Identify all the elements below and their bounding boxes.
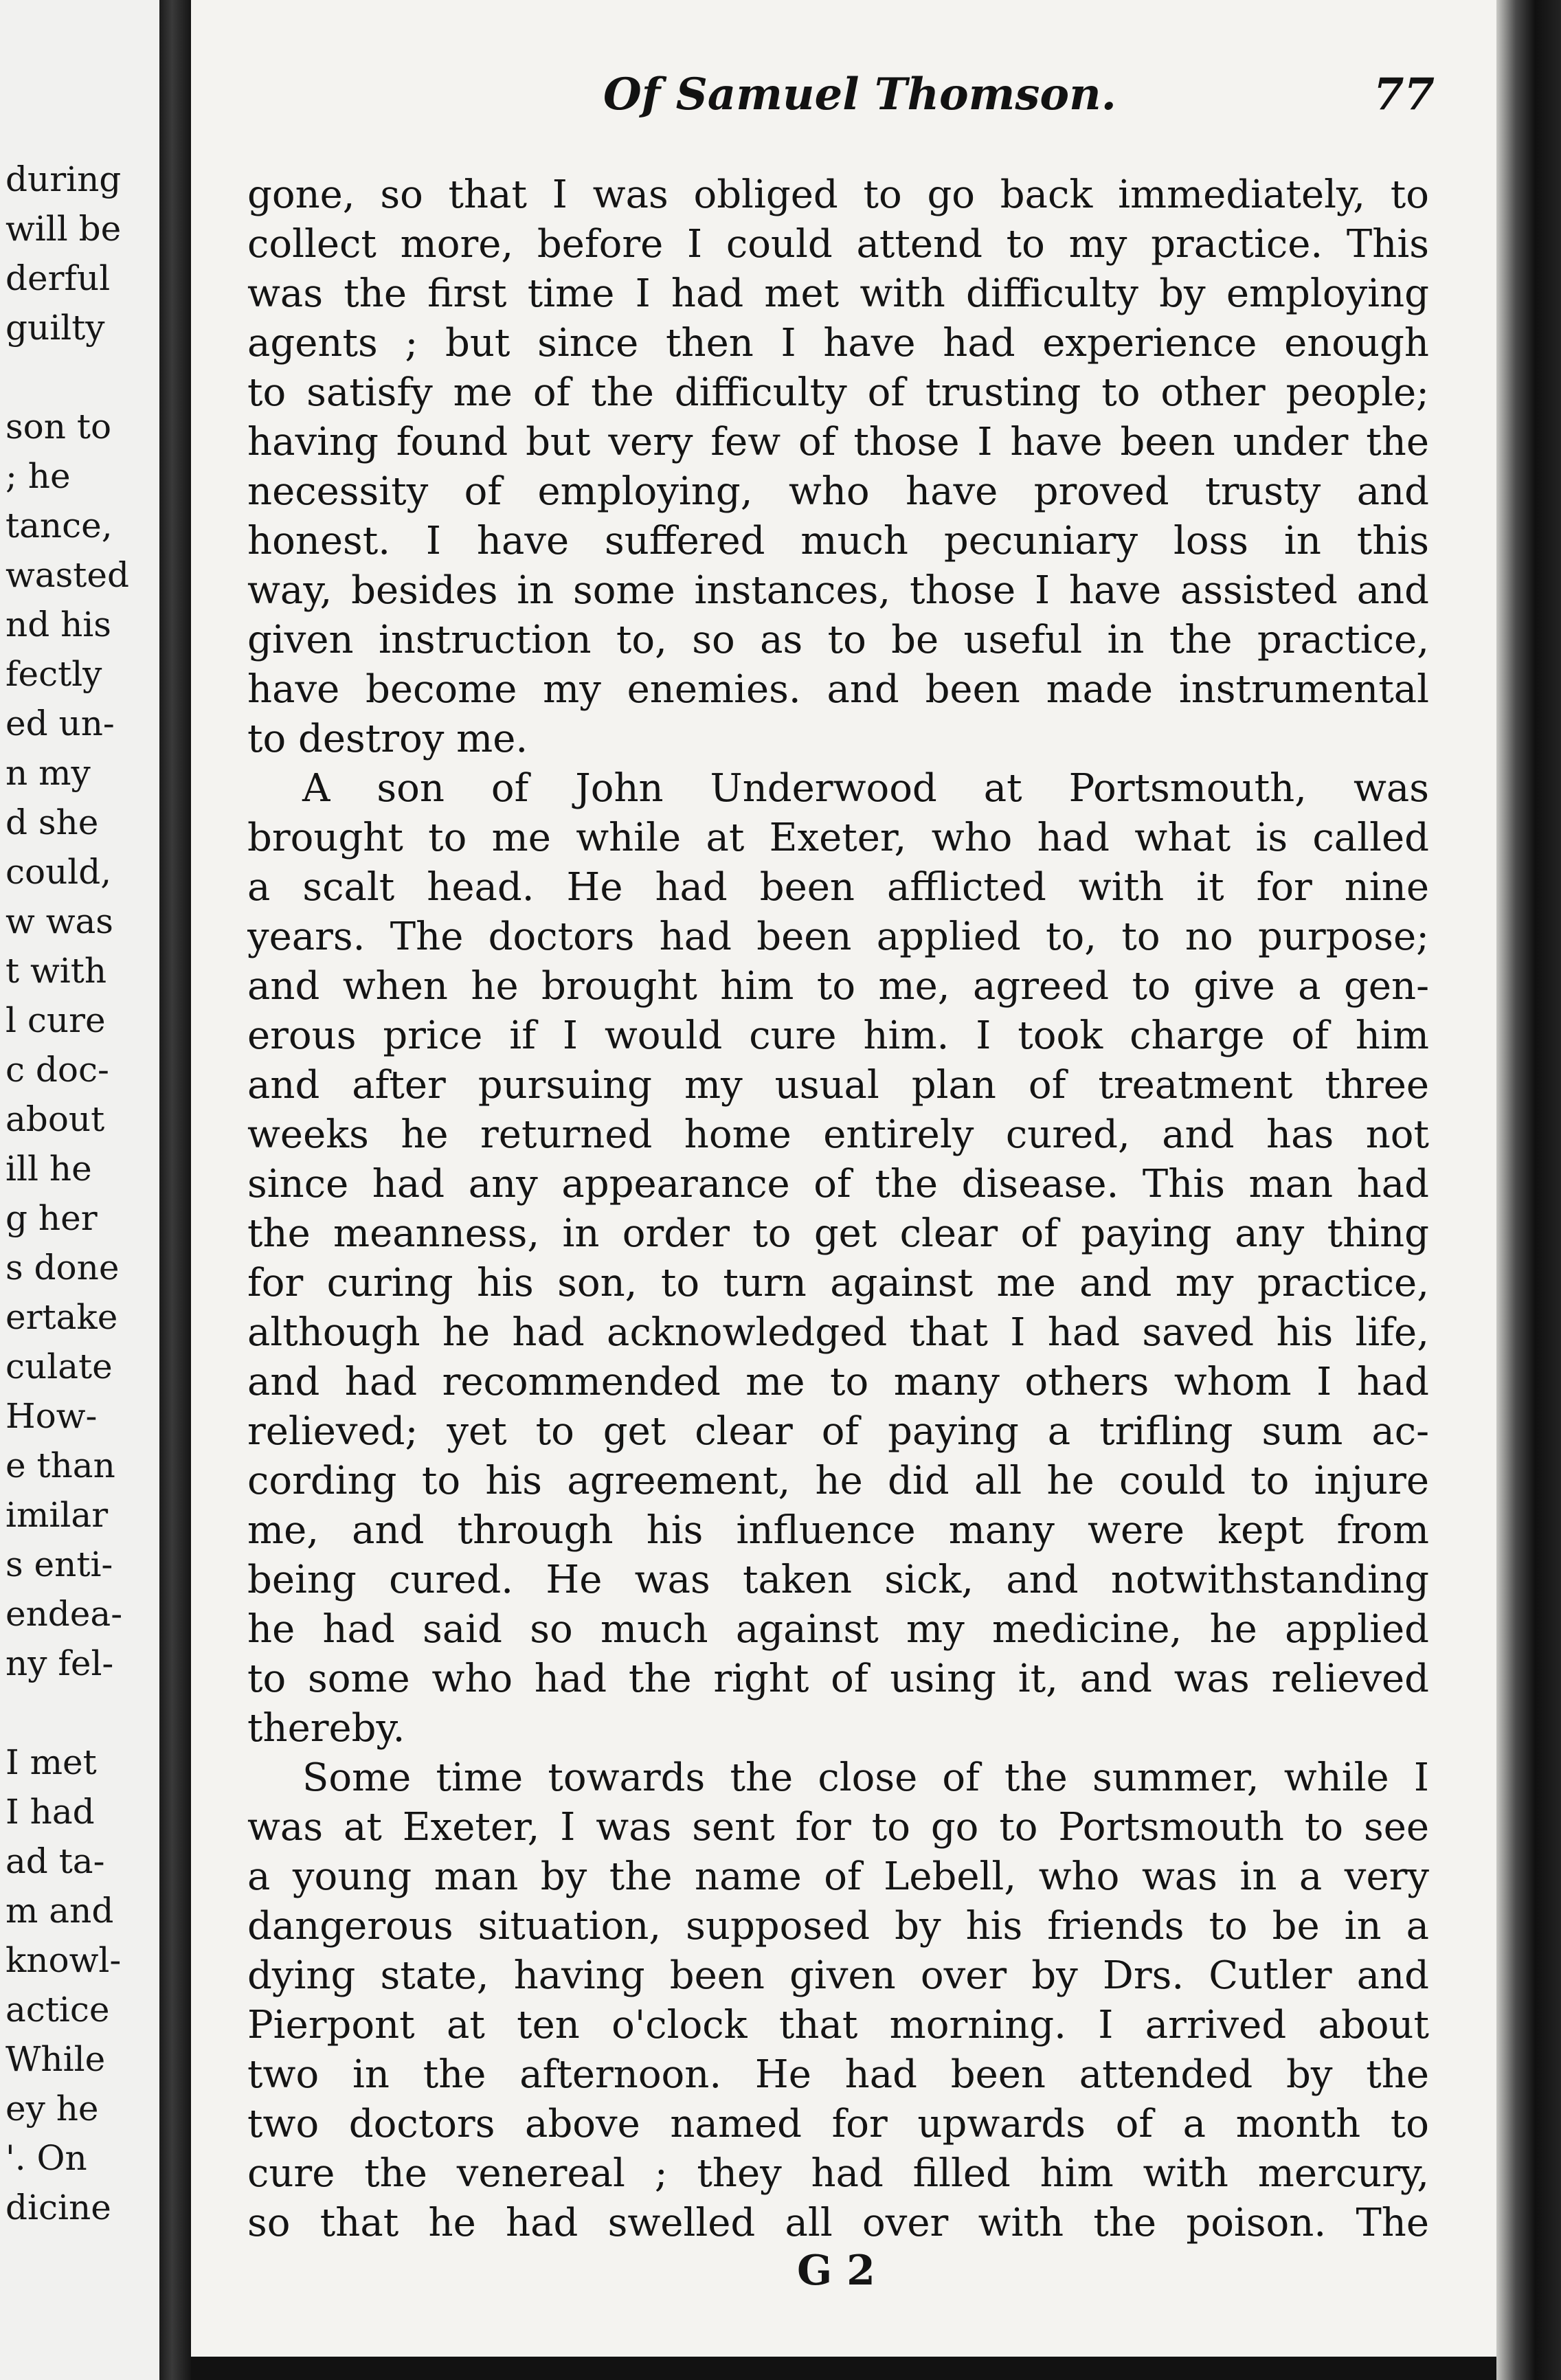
text-line: having found but very few of those I have been under the [247,420,1429,464]
facing-page-line: could, [5,852,112,892]
text-line: the meanness, in order to get clear of paying any thing [247,1211,1429,1256]
text-line: me, and through his influence many were kept from [247,1508,1429,1553]
text-line: given instruction to, so as to be useful in the practice, [247,618,1429,662]
text-line: to some who had the right of using it, and was relieved [247,1657,1429,1701]
facing-page-line: during [5,159,122,199]
text-line: agents ; but since then I have had experience enough [247,321,1429,366]
text-line: thereby. [247,1706,405,1751]
facing-page-line: w was [5,901,113,941]
facing-page-line: d she [5,802,99,842]
text-line: cure the venereal ; they had filled him with mercury, [247,2151,1429,2196]
text-line: brought to me while at Exeter, who had what is called [247,816,1429,860]
facing-page-line: I had [5,1792,95,1832]
page-bottom-edge [191,2357,1496,2380]
text-line: necessity of employing, who have proved trusty and [247,469,1429,514]
text-line: gone, so that I was obliged to go back immediately, to [247,172,1429,217]
facing-page-line: knowl- [5,1940,122,1980]
facing-page-line: wasted [5,555,129,595]
facing-page-line: How- [5,1396,98,1436]
text-line: years. The doctors had been applied to, to no purpose; [247,914,1429,959]
facing-page-line: guilty [5,308,105,348]
text-line: Pierpont at ten o'clock that morning. I arrived about [247,2003,1429,2047]
facing-page-line: imilar [5,1495,109,1535]
facing-page-line: actice [5,1990,110,2030]
facing-page-line: t with [5,951,107,991]
facing-page-line: l cure [5,1000,106,1040]
text-line: so that he had swelled all over with the poison. The [247,2201,1429,2245]
signature-mark: G 2 [797,2247,875,2295]
facing-page-line: about [5,1099,105,1139]
text-line: two in the afternoon. He had been attended by the [247,2052,1429,2097]
facing-page-line: dicine [5,2188,111,2227]
text-line: erous price if I would cure him. I took charge of him [247,1013,1429,1058]
facing-page-line: ey he [5,2089,99,2129]
facing-page-line: ad ta- [5,1841,105,1881]
text-line: collect more, before I could attend to my practice. This [247,222,1429,267]
facing-page-line: ill he [5,1149,92,1189]
facing-page-line: While [5,2039,106,2079]
facing-page-fragment [0,0,159,2380]
facing-page-line: nd his [5,605,111,644]
facing-page-line: ; he [5,456,71,496]
text-line: a young man by the name of Lebell, who was in a very [247,1854,1429,1899]
text-line: Some time towards the close of the summer, while I [302,1755,1429,1800]
text-line: to satisfy me of the difficulty of trusting to other people; [247,370,1429,415]
text-line: for curing his son, to turn against me and my practice, [247,1261,1429,1305]
text-line: dying state, having been given over by Drs. Cutler and [247,1953,1429,1998]
text-line: since had any appearance of the disease. This man had [247,1162,1429,1206]
running-head [191,69,1435,131]
facing-page-line: g her [5,1198,98,1238]
text-line: A son of John Underwood at Portsmouth, was [302,766,1429,811]
facing-page-line: ertake [5,1297,118,1337]
text-line: a scalt head. He had been afflicted with it for nine [247,865,1429,910]
facing-page-line: e than [5,1446,115,1485]
text-line: relieved; yet to get clear of paying a trifling sum ac- [247,1409,1429,1454]
text-line: two doctors above named for upwards of a month to [247,2102,1429,2146]
facing-page-line: c doc- [5,1050,109,1090]
page-number: 77 [1373,69,1435,120]
text-line: way, besides in some instances, those I have assisted and [247,568,1429,613]
facing-page-line: will be [5,209,122,249]
page-edge-shadow [1496,0,1561,2380]
text-line: was at Exeter, I was sent for to go to Portsmouth to see [247,1805,1429,1850]
text-line: was the first time I had met with difficulty by employing [247,271,1429,316]
text-line: cording to his agreement, he did all he could to injure [247,1459,1429,1503]
facing-page-line: tance, [5,506,113,546]
facing-page-line: s done [5,1248,120,1288]
facing-page-line: n my [5,753,91,793]
text-line: have become my enemies. and been made instrumental [247,667,1429,712]
text-line: being cured. He was taken sick, and notwithstanding [247,1558,1429,1602]
text-line: he had said so much against my medicine, he applied [247,1607,1429,1652]
facing-page-line: I met [5,1742,97,1782]
facing-page-line: ny fel- [5,1643,114,1683]
facing-page-line: s enti- [5,1545,113,1584]
text-line: weeks he returned home entirely cured, and has not [247,1112,1429,1157]
facing-page-line: '. On [5,2138,87,2178]
facing-page-line: ed un- [5,704,115,743]
facing-page-line: m and [5,1891,114,1931]
facing-page-line: fectly [5,654,102,694]
facing-page-line: derful [5,258,111,298]
text-line: honest. I have suffered much pecuniary loss in this [247,519,1429,563]
text-line: and had recommended me to many others whom I had [247,1360,1429,1404]
facing-page-line: endea- [5,1594,123,1634]
facing-page-line: son to [5,407,112,447]
text-line: dangerous situation, supposed by his friends to be in a [247,1904,1429,1949]
facing-page-line: culate [5,1347,113,1387]
text-line: to destroy me. [247,717,528,761]
text-line: and after pursuing my usual plan of treatment three [247,1063,1429,1108]
book-gutter [159,0,191,2380]
text-line: and when he brought him to me, agreed to give a gen- [247,964,1429,1009]
text-line: although he had acknowledged that I had saved his life, [247,1310,1429,1355]
running-title: Of Samuel Thomson. [603,69,1116,120]
body-text [247,170,1429,2248]
